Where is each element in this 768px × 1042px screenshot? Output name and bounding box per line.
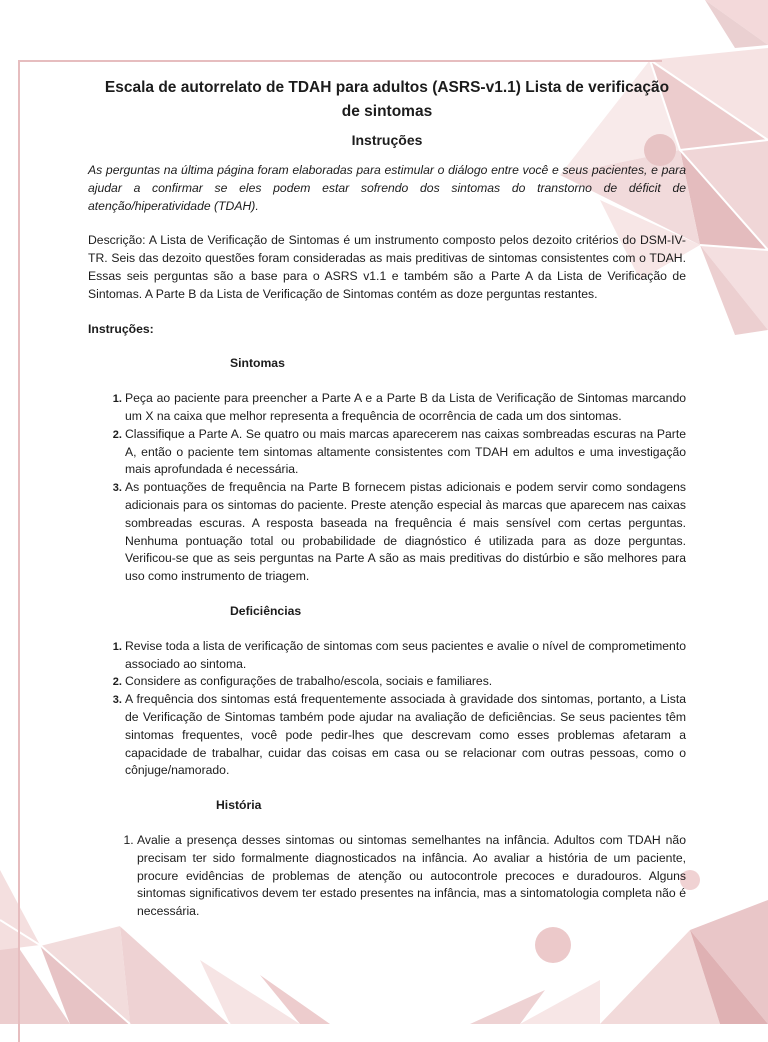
list-item: 1. Revise toda a lista de verificação de sintomas com seus pacientes e avalie o nível de comprometimento associado ao sintoma. — [125, 638, 686, 674]
list-item: 3. As pontuações de frequência na Parte B fornecem pistas adicionais e podem servir como sondagens adicionais para os sintomas do paciente. Preste atenção especial às marcas que aparecem nas caixas sombreadas escuras. A resposta baseada na frequência é mais sensível com certas perguntas. Nenhuma pontuação total ou probabilidade de diagnóstico é utilizada para as doze perguntas. Verificou-se que as seis perguntas na Parte A são as mais preditivas do distúrbio e são melhores para uso como instrumento de triagem. — [125, 479, 686, 586]
document-title: Escala de autorrelato de TDAH para adultos (ASRS-v1.1) Lista de verificação de sintomas — [104, 79, 670, 120]
section-heading-deficiencies: Deficiências — [230, 603, 302, 618]
list-item: 1. Avalie a presença desses sintomas ou sintomas semelhantes na infância. Adultos com TDAH não precisam ter sido formalmente diagnosticados na infância. Ao avaliar a história de um paciente, procure evidências de problemas de atenção ou autocontrole precoces e duradouros. Alguns sintomas significativos devem ter estado presentes na infância, mas a sintomatologia completa não é necessária. — [137, 832, 686, 921]
list-item: 2. Considere as configurações de trabalho/escola, sociais e familiares. — [125, 673, 686, 691]
document-body — [88, 76, 686, 938]
symptoms-list — [88, 390, 686, 586]
instructions-label: Instruções: — [88, 321, 154, 336]
section-heading-history: História — [216, 798, 262, 813]
section-heading-symptoms: Sintomas — [230, 356, 285, 371]
list-item: 1. Peça ao paciente para preencher a Parte A e a Parte B da Lista de Verificação de Sintomas marcando um X na caixa que melhor representa a frequência de ocorrência de cada um dos sintomas. — [125, 390, 686, 426]
history-list — [88, 832, 686, 921]
description-paragraph: Descrição: A Lista de Verificação de Sintomas é um instrumento composto pelos dezoito critérios do DSM-IV-TR. Seis das dezoito questões foram consideradas as mais preditivas de sintomas consistentes com o TDAH. Essas seis perguntas são a base para o ASRS v1.1 e também são a Parte A da Lista de Verificação de Sintomas. A Parte B da Lista de Verificação de Sintomas contém as doze perguntas restantes. — [88, 233, 686, 301]
list-item: 2. Classifique a Parte A. Se quatro ou mais marcas aparecerem nas caixas sombreadas escuras na Parte A, então o paciente tem sintomas altamente consistentes com TDAH em adultos e uma investigação mais aprofundada é necessária. — [125, 426, 686, 479]
list-item: 3. A frequência dos sintomas está frequentemente associada à gravidade dos sintomas, portanto, a Lista de Verificação de Sintomas também pode ajudar na avaliação de deficiências. Se seus pacientes têm sintomas frequentes, você pode pedir-lhes que descrevam como esses problemas afetaram a capacidade de trabalhar, cuidar das coisas em casa ou se relacionar com outras pessoas, como o cônjuge/namorado. — [125, 691, 686, 780]
deficiencies-list — [88, 638, 686, 780]
intro-paragraph: As perguntas na última página foram elaboradas para estimular o diálogo entre você e seus pacientes, e para ajudar a confirmar se eles podem estar sofrendo dos sintomas do transtorno de déficit de atenção/hiperatividade (TDAH). — [88, 163, 686, 213]
document-subtitle: Instruções — [351, 132, 423, 148]
